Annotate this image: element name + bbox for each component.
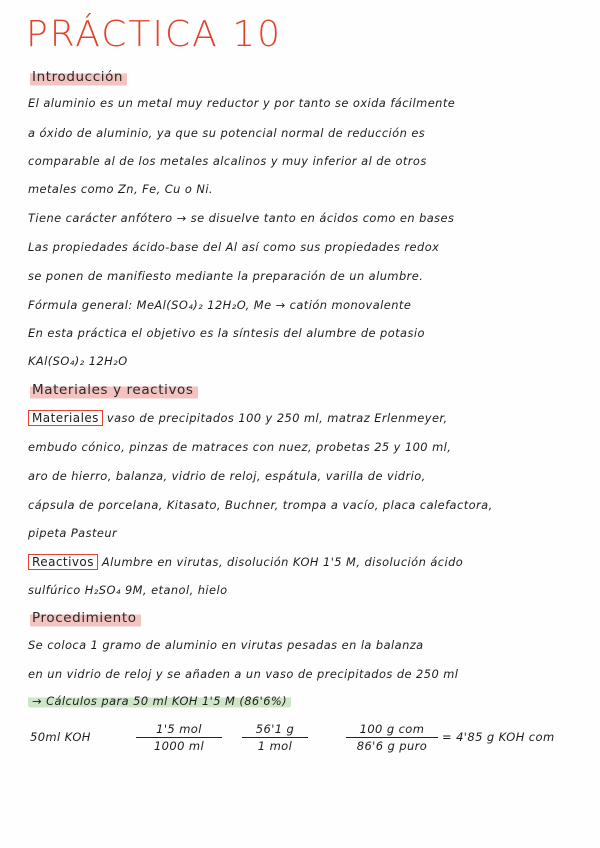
calc-result: = 4'85 g KOH com: [442, 730, 555, 744]
fraction-numerator: 1'5 mol: [136, 722, 222, 738]
intro-line: Las propiedades ácido-base del Al así como sus propiedades redox: [28, 240, 440, 254]
heading-materiales-reactivos: Materiales y reactivos: [30, 381, 198, 400]
fraction-numerator: 56'1 g: [242, 722, 308, 738]
reactivos-text: Alumbre en virutas, disolución KOH 1'5 M, disolución ácido: [101, 555, 464, 569]
intro-line: El aluminio es un metal muy reductor y por tanto se oxida fácilmente: [28, 96, 456, 110]
reactivos-line: [28, 554, 576, 570]
heading-procedimiento: Procedimiento: [30, 609, 141, 628]
fraction-molar-mass: [242, 722, 308, 753]
fraction-numerator: 100 g com: [346, 722, 438, 738]
calc-heading-line: [28, 694, 576, 708]
procedimiento-line: en un vidrio de reloj y se añaden a un vaso de precipitados de 250 ml: [28, 667, 459, 681]
procedimiento-line: Se coloca 1 gramo de aluminio en virutas pesadas en la balanza: [28, 638, 424, 652]
materiales-label: Materiales: [28, 410, 103, 426]
intro-line: Tiene carácter anfótero → se disuelve tanto en ácidos como en bases: [28, 211, 455, 225]
materiales-line: [28, 410, 576, 426]
intro-line: KAl(SO₄)₂ 12H₂O: [28, 354, 128, 368]
calc-heading: → Cálculos para 50 ml KOH 1'5 M (86'6%): [28, 694, 291, 708]
fraction-denominator: 1 mol: [257, 739, 293, 753]
page-title: PRÁCTICA 10: [26, 14, 283, 55]
fraction-denominator: 1000 ml: [153, 739, 205, 753]
materiales-line: pipeta Pasteur: [28, 526, 118, 540]
intro-line: metales como Zn, Fe, Cu o Ni.: [28, 182, 213, 196]
reactivos-label: Reactivos: [28, 554, 98, 570]
intro-line: comparable al de los metales alcalinos y muy inferior al de otros: [28, 154, 427, 168]
heading-introduccion: Introducción: [30, 68, 127, 87]
materiales-line: cápsula de porcelana, Kitasato, Buchner, trompa a vacío, placa calefactora,: [28, 498, 493, 512]
intro-line: a óxido de aluminio, ya que su potencial normal de reducción es: [28, 126, 426, 140]
materiales-line: embudo cónico, pinzas de matraces con nuez, probetas 25 y 100 ml,: [28, 440, 452, 454]
fraction-denominator: 86'6 g puro: [356, 739, 428, 753]
materiales-line: aro de hierro, balanza, vidrio de reloj, espátula, varilla de vidrio,: [28, 469, 426, 483]
intro-line: En esta práctica el objetivo es la síntesis del alumbre de potasio: [28, 326, 425, 340]
intro-line: Fórmula general: MeAl(SO₄)₂ 12H₂O, Me → catión monovalente: [28, 298, 412, 312]
calculation: [28, 722, 580, 756]
intro-line: se ponen de manifiesto mediante la preparación de un alumbre.: [28, 269, 424, 283]
calc-start: 50ml KOH: [30, 730, 91, 744]
reactivos-line: sulfúrico H₂SO₄ 9M, etanol, hielo: [28, 583, 228, 597]
materiales-text: vaso de precipitados 100 y 250 ml, matraz Erlenmeyer,: [106, 411, 448, 425]
fraction-molarity: [136, 722, 222, 753]
fraction-purity: [346, 722, 438, 753]
